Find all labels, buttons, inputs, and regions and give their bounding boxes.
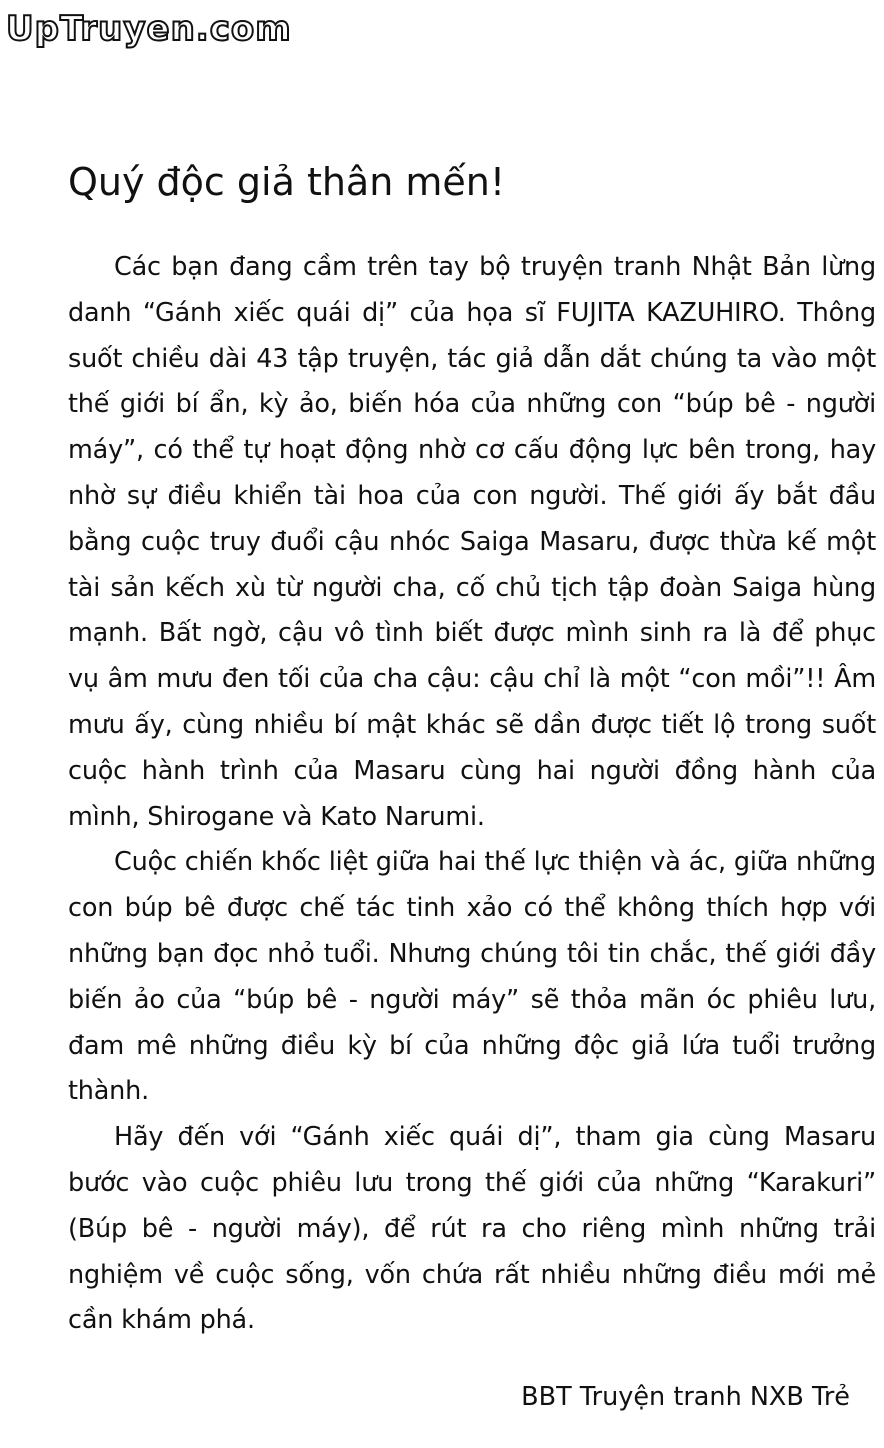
paragraph-intro: Các bạn đang cầm trên tay bộ truyện tranh Nhật Bản lừng danh “Gánh xiếc quái dị” của họa sĩ FUJITA KAZUHIRO. Thông suốt chiều dài 43 tập truyện, tác giả dẫn dắt chúng ta vào một thế giới bí ẩn, kỳ ảo, biến hóa của những con “búp bê - người máy”, có thể tự hoạt động nhờ cơ cấu động lực bên trong, hay nhờ sự điều khiển tài hoa của con người. Thế giới ấy bắt đầu bằng cuộc truy đuổi cậu nhóc Saiga Masaru, được thừa kế một tài sản kếch xù từ người cha, cố chủ tịch tập đoàn Saiga hùng mạnh. Bất ngờ, cậu vô tình biết được mình sinh ra là để phục vụ âm mưu đen tối của cha cậu: cậu chỉ là một “con mồi”!! Âm mưu ấy, cùng nhiều bí mật khác sẽ dần được tiết lộ trong suốt cuộc hành trình của Masaru cùng hai người đồng hành của mình, Shirogane và Kato Narumi. <box>68 252 876 832</box>
site-watermark: UpTruyen.com <box>6 9 292 49</box>
letter-greeting-title: Quý độc giả thân mến! <box>68 160 506 204</box>
letter-body <box>68 245 876 1344</box>
editorial-signature: BBT Truyện tranh NXB Trẻ <box>521 1382 850 1412</box>
paragraph-content-warning: Cuộc chiến khốc liệt giữa hai thế lực thiện và ác, giữa những con búp bê được chế tác tinh xảo có thể không thích hợp với những bạn đọc nhỏ tuổi. Nhưng chúng tôi tin chắc, thế giới đầy biến ảo của “búp bê - người máy” sẽ thỏa mãn óc phiêu lưu, đam mê những điều kỳ bí của những độc giả lứa tuổi trưởng thành. <box>68 847 876 1107</box>
paragraph-invitation: Hãy đến với “Gánh xiếc quái dị”, tham gia cùng Masaru bước vào cuộc phiêu lưu trong thế giới của những “Karakuri” (Búp bê - người máy), để rút ra cho riêng mình những trải nghiệm về cuộc sống, vốn chứa rất nhiều những điều mới mẻ cần khám phá. <box>68 1122 876 1336</box>
